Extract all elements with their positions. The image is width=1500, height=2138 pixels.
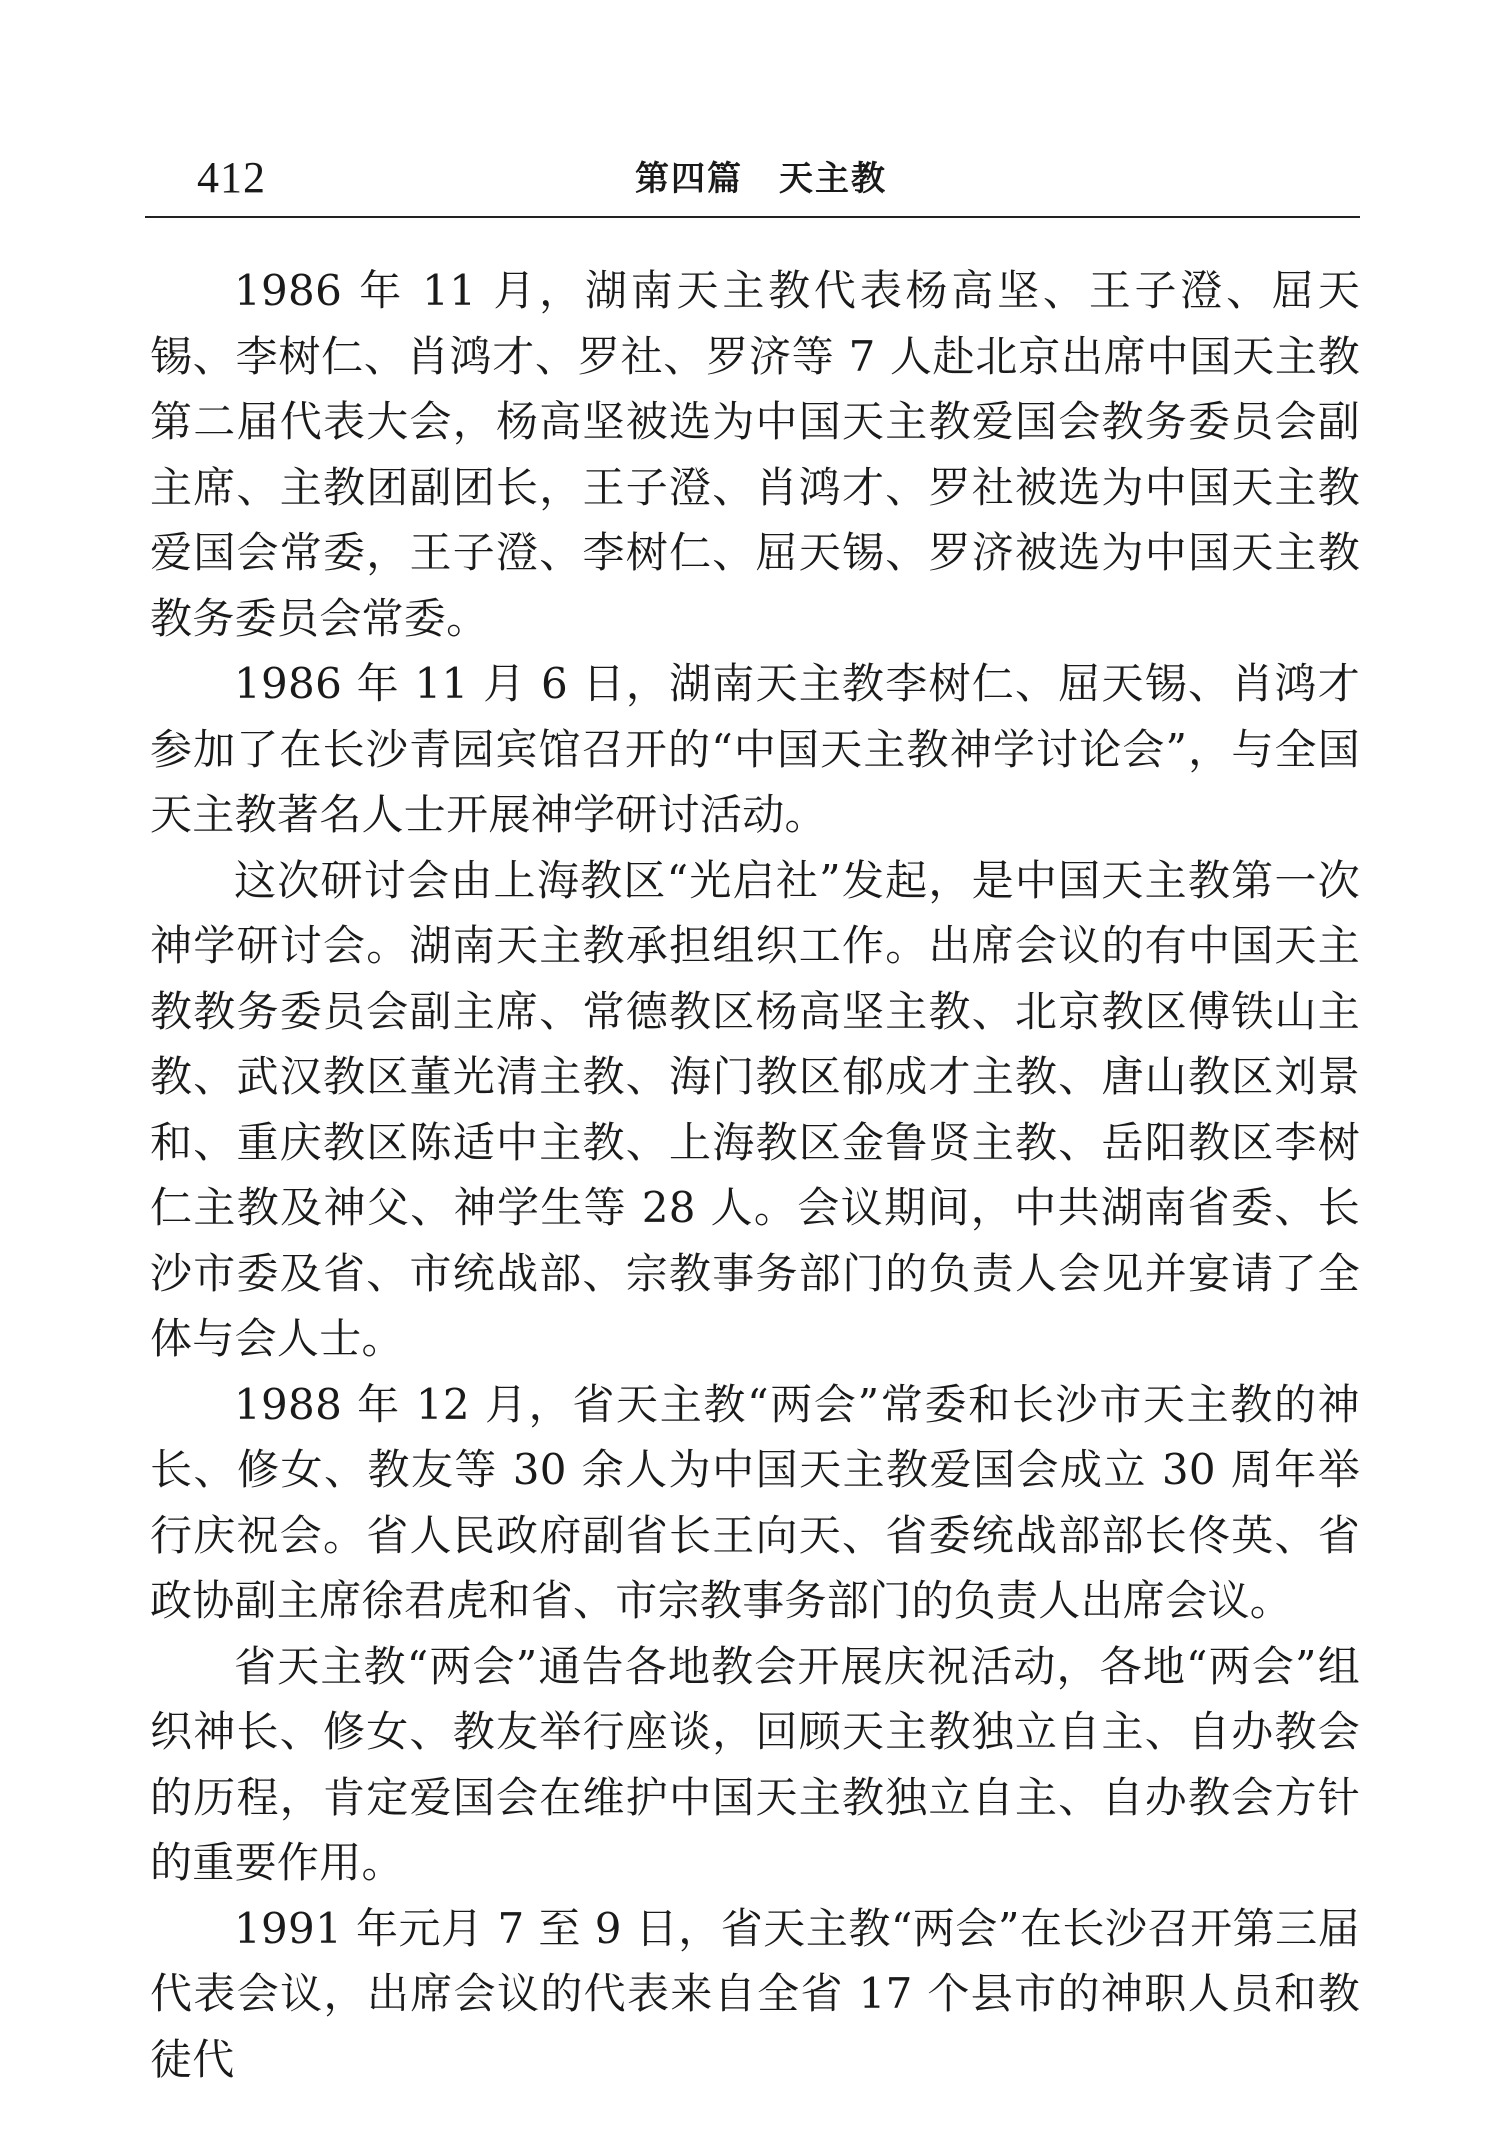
paragraph: 这次研讨会由上海教区“光启社”发起，是中国天主教第一次神学研讨会。湖南天主教承担组织工作。出席会议的有中国天主教教务委员会副主席、常德教区杨高坚主教、北京教区傅铁山主教、武汉教区董光清主教、海门教区郁成才主教、唐山教区刘景和、重庆教区陈适中主教、上海教区金鲁贤主教、岳阳教区李树仁主教及神父、神学生等 28 人。会议期间，中共湖南省委、长沙市委及省、市统战部、宗教事务部门的负责人会见并宴请了全体与会人士。 <box>150 855 1360 1363</box>
paragraph: 1988 年 12 月，省天主教“两会”常委和长沙市天主教的神长、修女、教友等 30 余人为中国天主教爱国会成立 30 周年举行庆祝会。省人民政府副省长王向天、省委统战部部长佟英、省政协副主席徐君虎和省、市宗教事务部门的负责人出席会议。 <box>150 1379 1360 1625</box>
page-number: 412 <box>197 153 266 202</box>
page-header <box>145 148 1360 216</box>
paragraph: 1991 年元月 7 至 9 日，省天主教“两会”在长沙召开第三届代表会议，出席会议的代表来自全省 17 个县市的神职人员和教徒代 <box>150 1903 1360 2084</box>
header-rule <box>145 216 1360 218</box>
paragraph: 1986 年 11 月 6 日，湖南天主教李树仁、屈天锡、肖鸿才参加了在长沙青园宾馆召开的“中国天主教神学讨论会”，与全国天主教著名人士开展神学研讨活动。 <box>150 659 1360 839</box>
paragraph: 1986 年 11 月，湖南天主教代表杨高坚、王子澄、屈天锡、李树仁、肖鸿才、罗社、罗济等 7 人赴北京出席中国天主教第二届代表大会，杨高坚被选为中国天主教爱国会教务委员会副主席、主教团副团长，王子澄、肖鸿才、罗社被选为中国天主教爱国会常委，王子澄、李树仁、屈天锡、罗济被选为中国天主教教务委员会常委。 <box>150 266 1360 643</box>
body-text <box>150 258 1360 2092</box>
running-head: 第四篇 天主教 <box>635 159 887 199</box>
paragraph: 省天主教“两会”通告各地教会开展庆祝活动，各地“两会”组织神长、修女、教友举行座谈，回顾天主教独立自主、自办教会的历程，肯定爱国会在维护中国天主教独立自主、自办教会方针的重要作用。 <box>150 1641 1360 1887</box>
